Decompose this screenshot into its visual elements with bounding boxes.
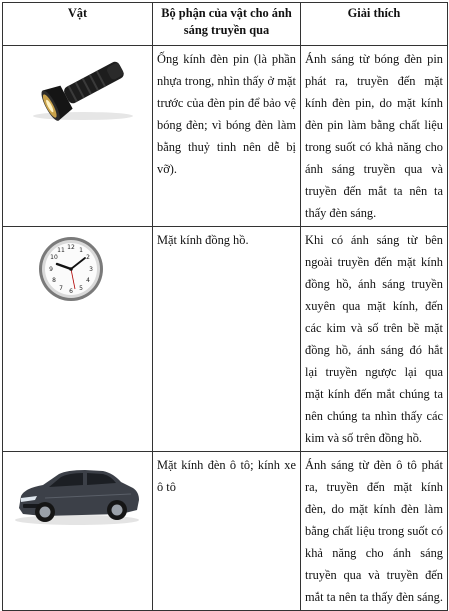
- svg-text:3: 3: [89, 266, 93, 273]
- svg-text:5: 5: [79, 285, 83, 292]
- svg-text:6: 6: [69, 288, 73, 295]
- svg-text:1: 1: [79, 247, 83, 254]
- header-object: Vật: [3, 3, 153, 46]
- object-cell: [3, 46, 153, 227]
- part-cell: Ống kính đèn pin (là phần nhựa trong, nhìn thấy ở mặt trước của đèn pin để bảo vệ bóng đèn; vì bóng đèn làm bằng thuỷ tinh nên dễ bị vỡ).: [153, 46, 301, 227]
- table-row: [3, 227, 448, 452]
- svg-text:8: 8: [52, 277, 56, 284]
- svg-text:11: 11: [57, 247, 65, 254]
- explanation-cell: Ánh sáng từ đèn ô tô phát ra, truyền đến mặt kính đèn, do mặt kính đèn làm bằng chất liệu trong suốt có khả năng cho ánh sáng truyền qua và truyền đến mắt ta nên ta thấy đèn sáng.: [301, 452, 448, 611]
- object-cell: [3, 227, 153, 452]
- part-cell: Mặt kính đồng hồ.: [153, 227, 301, 452]
- table-row: [3, 452, 448, 611]
- comparison-table: [2, 2, 448, 611]
- svg-text:12: 12: [67, 244, 75, 251]
- svg-text:10: 10: [50, 254, 58, 261]
- table-row: [3, 46, 448, 227]
- car-icon: [3, 452, 152, 532]
- table-header-row: [3, 3, 448, 46]
- object-cell: [3, 452, 153, 611]
- part-cell: Mặt kính đèn ô tô; kính xe ô tô: [153, 452, 301, 611]
- flashlight-icon: [3, 46, 152, 126]
- svg-text:9: 9: [49, 266, 53, 273]
- header-transparent-part: Bộ phận của vật cho ánh sáng truyền qua: [153, 3, 301, 46]
- svg-text:2: 2: [86, 254, 90, 261]
- svg-text:7: 7: [59, 285, 63, 292]
- header-explanation: Giải thích: [301, 3, 448, 46]
- wall-clock-icon: [3, 227, 152, 307]
- explanation-cell: Ánh sáng từ bóng đèn pin phát ra, truyền đến mặt kính đèn pin, do mặt kính đèn pin làm bằng chất liệu trong suốt có khả năng cho ánh sáng truyền qua và truyền đến mắt ta nên ta thấy đèn sáng.: [301, 46, 448, 227]
- svg-text:4: 4: [86, 277, 90, 284]
- explanation-cell: Khi có ánh sáng từ bên ngoài truyền đến mặt kính đồng hồ, ánh sáng truyền xuyên qua mặt kính, đến các kim và số trên bề mặt đồng hồ, ánh sáng đó hắt lại truyền ngược lại qua mặt kính đến mắt chúng ta nên chúng ta nhìn thấy các kim và số trên đồng hồ.: [301, 227, 448, 452]
